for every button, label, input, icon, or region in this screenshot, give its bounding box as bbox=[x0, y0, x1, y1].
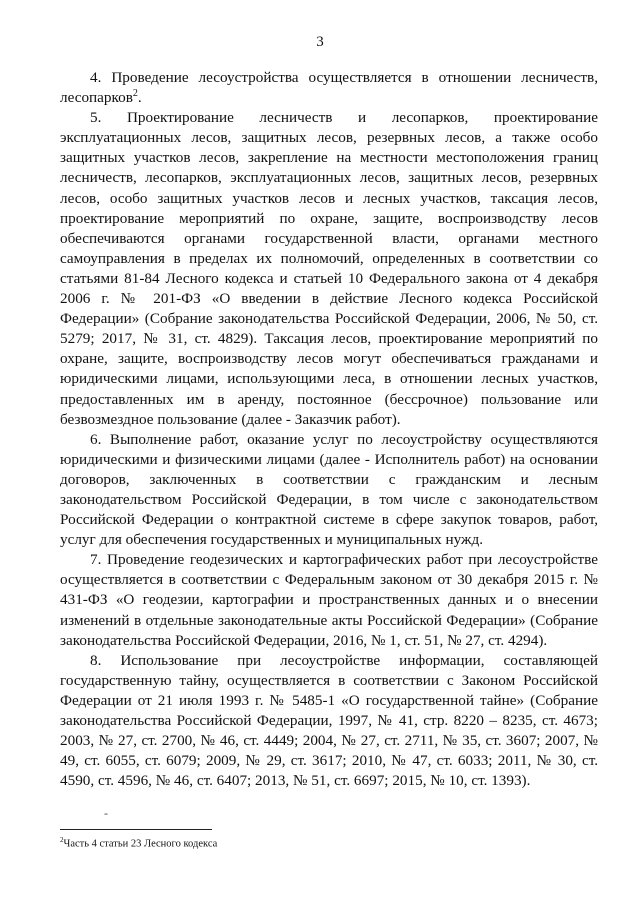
footnote-number: 2 bbox=[60, 836, 64, 844]
footnote-divider bbox=[60, 829, 212, 830]
paragraph-4 bbox=[60, 68, 598, 108]
paragraph-8: 8. Использование при лесоустройстве информации, составляющей государственную тайну, осуществляется в соответствии с Законом Российской Федерации от 21 июля 1993 г. № 5485-1 «О государственной тайне» (Собрание законодательства Российской Федерации, 1997, № 41, стр. 8220 – 8235, ст. 4673; 2003, № 27, ст. 2700, № 46, ст. 4449; 2004, № 27, ст. 2711, № 35, ст. 3607; 2007, № 49, ст. 6055, ст. 6079; 2009, № 29, ст. 3617; 2010, № 47, ст. 6033; 2011, № 30, ст. 4590, ст. 4596, № 46, ст. 6407; 2013, № 51, ст. 6697; 2015, № 10, ст. 1393). bbox=[60, 651, 598, 790]
paragraph-4-tail: . bbox=[137, 89, 142, 107]
footnote bbox=[60, 836, 217, 850]
footnote-reference[interactable]: 2 bbox=[132, 88, 138, 100]
paragraph-6: 6. Выполнение работ, оказание услуг по лесоустройству осуществляются юридическими и физическими лицами (далее - Исполнитель работ) на основании договоров, заключенных в соответствии с гражданским и лесным законодательством Российской Федерации, в том числе с законодательством Российской Федерации о контрактной системе в сфере закупок товаров, работ, услуг для обеспечения государственных и муниципальных нужд. bbox=[60, 430, 598, 549]
body-text bbox=[60, 68, 598, 791]
stray-mark: - bbox=[104, 806, 108, 820]
page-number: 3 bbox=[316, 34, 324, 50]
paragraph-7: 7. Проведение геодезических и картографических работ при лесоустройстве осуществляется в соответствии с Федеральным законом от 30 декабря 2015 г. № 431-ФЗ «О геодезии, картографии и пространственных данных и о внесении изменений в отдельные законодательные акты Российской Федерации» (Собрание законодательства Российской Федерации, 2016, № 1, ст. 51, № 27, ст. 4294). bbox=[60, 551, 598, 649]
footnote-text: Часть 4 статьи 23 Лесного кодекса bbox=[63, 838, 218, 850]
paragraph-5: 5. Проектирование лесничеств и лесопарков, проектирование эксплуатационных лесов, защитных лесов, резервных лесов, а также особо защитных участков лесов, закрепление на местности местоположения границ лесничеств, лесопарков, эксплуатационных лесов, защитных лесов, резервных лесов, особо защитных участков лесов и лесных участков, таксация лесов, проектирование мероприятий по охране, защите, воспроизводству лесов обеспечиваются органами государственной власти, органами местного самоуправления в пределах их полномочий, определенных в соответствии со статьями 81-84 Лесного кодекса и статьей 10 Федерального закона от 4 декабря 2006 г. № 201-ФЗ «О введении в действие Лесного кодекса Российской Федерации» (Собрание законодательства Российской Федерации, 2006, № 50, ст. 5279; 2017, № 31, ст. 4829). Таксация лесов, проектирование мероприятий по охране, защите, воспроизводству лесов могут обеспечиваться гражданами и юридическими лицами, использующими леса, в отношении лесных участков, предоставленных им в аренду, постоянное (бессрочное) пользование или безвозмездное пользование (далее - Заказчик работ). bbox=[60, 109, 598, 428]
paragraph-4-text: 4. Проведение лесоустройства осуществляется в отношении лесничеств, лесопарков bbox=[60, 69, 598, 107]
